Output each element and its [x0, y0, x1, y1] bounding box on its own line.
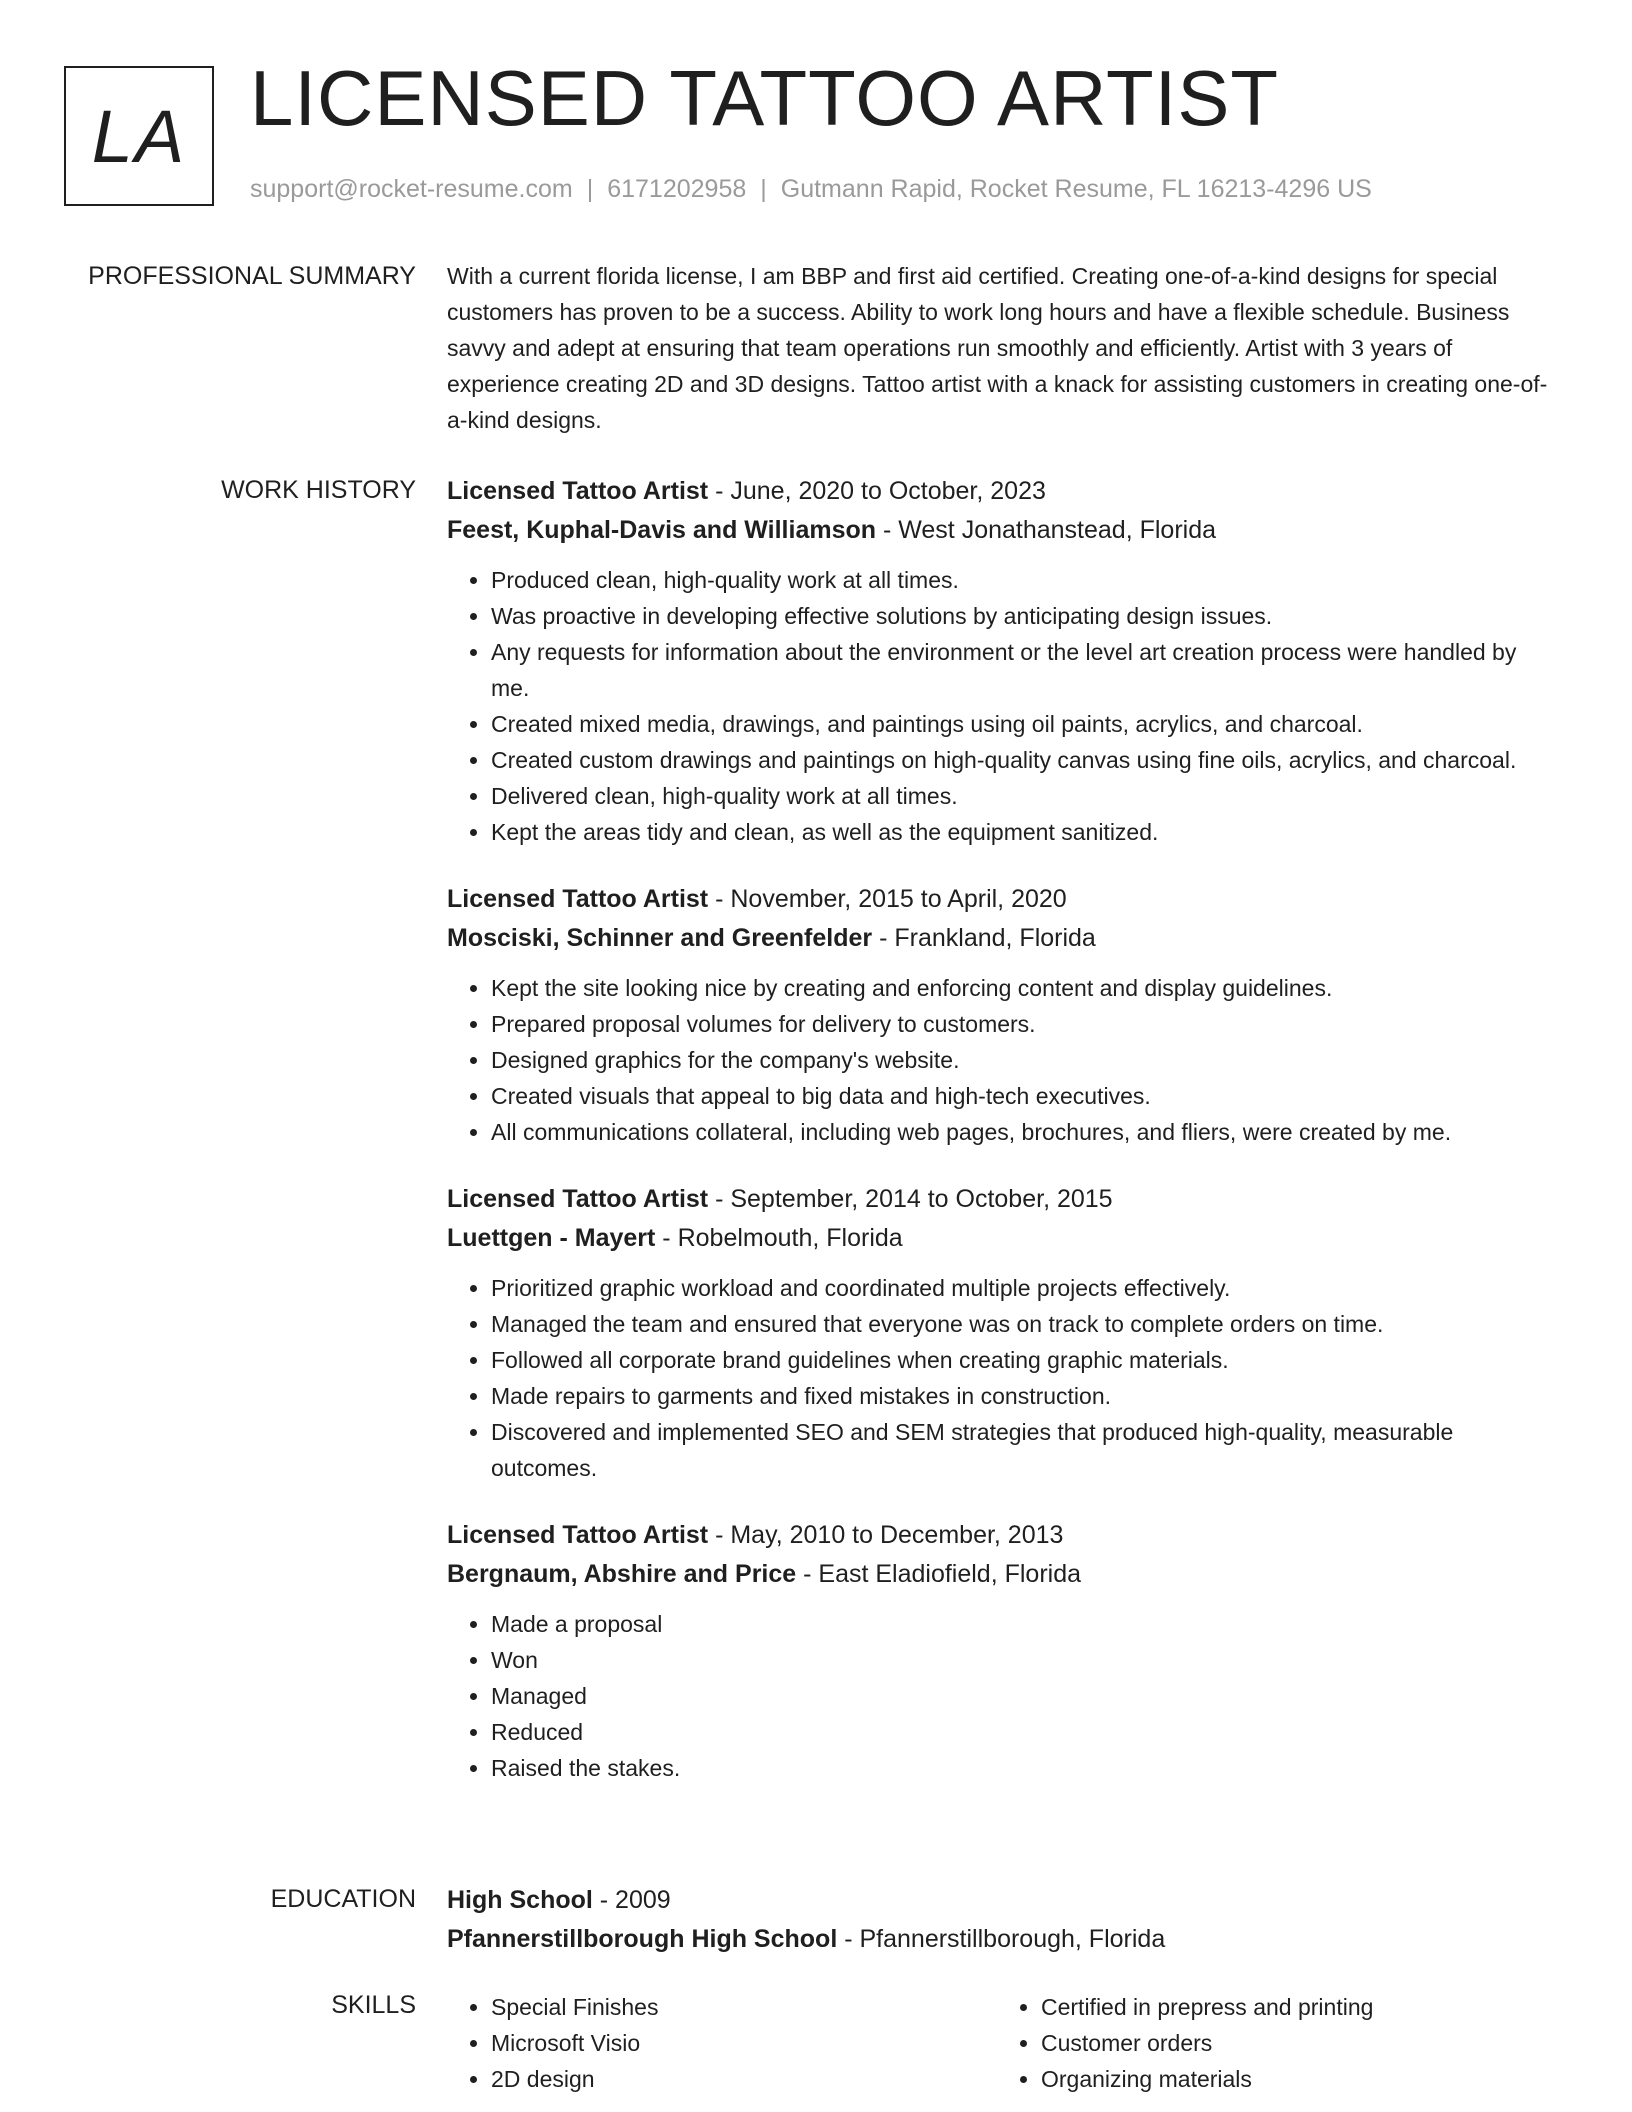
job-bullet: • Won [491, 1642, 1557, 1678]
skill-item: • Organizing materials [1041, 2061, 1547, 2097]
job-bullet: • Kept the site looking nice by creating and enforcing content and display guidelines. [491, 970, 1557, 1006]
job-company: Mosciski, Schinner and Greenfelder [447, 924, 873, 952]
job-bullets [447, 970, 1557, 1150]
job-bullet: • Kept the areas tidy and clean, as well as the equipment sanitized. [491, 814, 1557, 850]
contact-phone[interactable]: 6171202958 [607, 175, 747, 203]
job-company-line [447, 1555, 1557, 1594]
skills-body [447, 1989, 1557, 2097]
job-title: Licensed Tattoo Artist [447, 1185, 709, 1213]
contact-separator: | [586, 175, 594, 203]
job-location: - West Jonathanstead, Florida [876, 516, 1217, 544]
job-location: - Robelmouth, Florida [655, 1224, 903, 1252]
education-degree: High School [447, 1886, 593, 1914]
summary-body [447, 258, 1557, 438]
job-company-line [447, 511, 1557, 550]
job-title-line [447, 472, 1557, 511]
skill-item: • Special Finishes [491, 1989, 997, 2025]
job-entry [447, 1516, 1557, 1786]
education-school: Pfannerstillborough High School [447, 1925, 838, 1953]
job-bullet: • Raised the stakes. [491, 1750, 1557, 1786]
job-bullet: • Delivered clean, high-quality work at all times. [491, 778, 1557, 814]
job-title: Licensed Tattoo Artist [447, 1521, 709, 1549]
job-title-line [447, 880, 1557, 919]
section-label-summary: PROFESSIONAL SUMMARY [88, 262, 416, 290]
job-bullet: • Prepared proposal volumes for delivery to customers. [491, 1006, 1557, 1042]
contact-email[interactable]: support@rocket-resume.com [250, 175, 573, 203]
job-bullets [447, 1606, 1557, 1786]
job-dates: - September, 2014 to October, 2015 [708, 1185, 1113, 1213]
job-dates: - May, 2010 to December, 2013 [708, 1521, 1064, 1549]
job-dates: - November, 2015 to April, 2020 [708, 885, 1067, 913]
job-bullet: • Managed the team and ensured that everyone was on track to complete orders on time. [491, 1306, 1557, 1342]
education-location: - Pfannerstillborough, Florida [837, 1925, 1166, 1953]
contact-address: Gutmann Rapid, Rocket Resume, FL 16213-4296 US [780, 175, 1372, 203]
skills-grid [447, 1989, 1557, 2097]
job-entry [447, 472, 1557, 850]
monogram-logo: LA [64, 66, 214, 206]
job-company-line [447, 919, 1557, 958]
work-history-body [447, 472, 1557, 1816]
job-title: Licensed Tattoo Artist [447, 885, 709, 913]
job-bullet: • Produced clean, high-quality work at all times. [491, 562, 1557, 598]
job-bullet: • Reduced [491, 1714, 1557, 1750]
job-title: Licensed Tattoo Artist [447, 477, 709, 505]
job-entry [447, 1180, 1557, 1486]
job-bullet: • Made repairs to garments and fixed mistakes in construction. [491, 1378, 1557, 1414]
education-school-line [447, 1920, 1557, 1959]
job-bullet: • Made a proposal [491, 1606, 1557, 1642]
skill-item: • Customer orders [1041, 2025, 1547, 2061]
job-bullet: • Designed graphics for the company's website. [491, 1042, 1557, 1078]
job-entry [447, 880, 1557, 1150]
job-location: - East Eladiofield, Florida [796, 1560, 1082, 1588]
job-company: Feest, Kuphal-Davis and Williamson [447, 516, 877, 544]
skill-item: • Certified in prepress and printing [1041, 1989, 1547, 2025]
job-bullet: • Created visuals that appeal to big data and high-tech executives. [491, 1078, 1557, 1114]
job-bullets [447, 1270, 1557, 1486]
job-location: - Frankland, Florida [872, 924, 1096, 952]
job-bullet: • Any requests for information about the environment or the level art creation process were handled by me. [491, 634, 1557, 706]
job-company: Luettgen - Mayert [447, 1224, 656, 1252]
job-bullet: • Created custom drawings and paintings on high-quality canvas using fine oils, acrylics, and charcoal. [491, 742, 1557, 778]
contact-separator: | [760, 175, 767, 203]
section-label-work-history: WORK HISTORY [221, 476, 416, 504]
job-company: Bergnaum, Abshire and Price [447, 1560, 797, 1588]
job-bullet: • Was proactive in developing effective solutions by anticipating design issues. [491, 598, 1557, 634]
job-bullet: • Followed all corporate brand guidelines when creating graphic materials. [491, 1342, 1557, 1378]
education-year: - 2009 [592, 1886, 671, 1914]
job-bullets [447, 562, 1557, 850]
job-bullet: • Prioritized graphic workload and coordinated multiple projects effectively. [491, 1270, 1557, 1306]
job-dates: - June, 2020 to October, 2023 [708, 477, 1046, 505]
job-title-line [447, 1516, 1557, 1555]
education-degree-line [447, 1881, 1557, 1920]
job-bullet: • Discovered and implemented SEO and SEM strategies that produced high-quality, measurable outcomes. [491, 1414, 1557, 1486]
job-bullet: • Created mixed media, drawings, and paintings using oil paints, acrylics, and charcoal. [491, 706, 1557, 742]
skills-column-left [447, 1989, 997, 2097]
job-bullet: • Managed [491, 1678, 1557, 1714]
summary-text: With a current florida license, I am BBP and first aid certified. Creating one-of-a-kind designs for special customers has proven to be a success. Ability to work long hours and have a flexible schedule. Business savvy and adept at ensuring that team operations run smoothly and efficiently. Artist with 3 years of experience creating 2D and 3D designs. Tattoo artist with a knack for assisting customers in creating one-of-a-kind designs. [447, 263, 1548, 433]
job-title-line [447, 1180, 1557, 1219]
skill-item: • Microsoft Visio [491, 2025, 997, 2061]
page-title: LICENSED TATTOO ARTIST [250, 54, 1279, 142]
contact-line [250, 175, 1372, 204]
job-bullet: • All communications collateral, including web pages, brochures, and fliers, were created by me. [491, 1114, 1557, 1150]
section-label-skills: SKILLS [331, 1991, 416, 2019]
skills-column-right [997, 1989, 1547, 2097]
education-body [447, 1881, 1557, 1959]
job-company-line [447, 1219, 1557, 1258]
section-label-education: EDUCATION [270, 1885, 416, 1913]
skill-item: • 2D design [491, 2061, 997, 2097]
